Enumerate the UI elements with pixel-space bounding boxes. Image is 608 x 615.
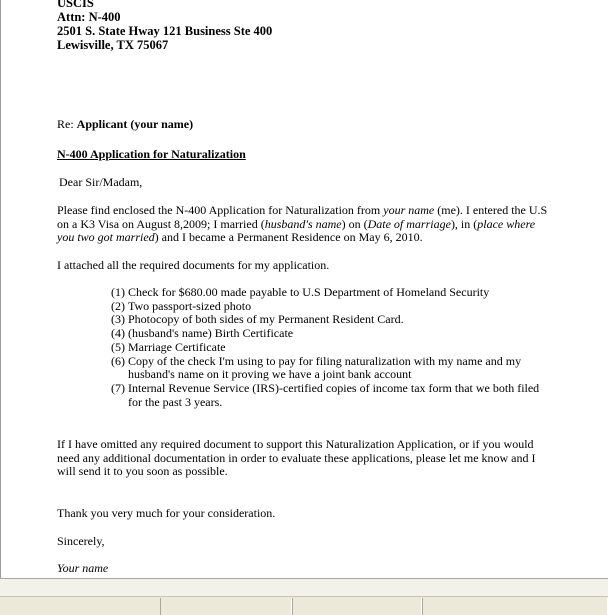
status-bar: [0, 578, 608, 615]
address-line-1: USCIS: [57, 0, 94, 10]
horizontal-scrollbar[interactable]: [0, 579, 608, 597]
list-item: [111, 286, 551, 300]
list-item-text: Copy of the check I'm using to pay for filing naturalization with my name and my husband's name on it proving we have a joint bank account: [128, 353, 522, 382]
closing: Sincerely,: [57, 534, 105, 548]
status-panel-1: [160, 598, 292, 615]
list-item: [111, 341, 551, 355]
intro-text-5: ) and I became a Permanent Residence on May 6, 2010.: [154, 230, 423, 245]
list-item-text: Check for $680.00 made payable to U.S Department of Homeland Security: [128, 285, 490, 299]
re-prefix: Re:: [57, 117, 77, 131]
address-line-2: Attn: N-400: [57, 10, 121, 24]
list-item-number: (1): [111, 285, 125, 299]
list-item: [111, 382, 551, 409]
intro-your-name: your name: [383, 203, 435, 217]
signature: Your name: [57, 561, 109, 575]
status-panel-2: [292, 598, 422, 615]
intro-text-1: Please find enclosed the N-400 Application for Naturalization from: [57, 203, 384, 217]
list-item: [111, 327, 551, 341]
recipient-address: [57, 0, 557, 52]
list-item: [111, 355, 551, 382]
intro-text-3: ) on (: [341, 216, 368, 231]
omission-paragraph: If I have omitted any required document to support this Naturalization Application, or if you would need any additional documentation in order to evaluate these applications, please let me know and I will send it to you soon as possible.: [57, 437, 536, 479]
attachments-intro: I attached all the required documents for my application.: [57, 258, 330, 272]
intro-date-of-marriage: Date of marriage: [367, 216, 451, 231]
documents-list: [111, 286, 551, 409]
intro-place-of-marriage: place where you two got married: [57, 216, 536, 245]
intro-text-4: ), in (: [450, 216, 478, 231]
list-item-text: Internal Revenue Service (IRS)-certified copies of income tax form that we both filed for the past 3 years.: [128, 380, 540, 409]
intro-husband-name: husband's name: [264, 216, 342, 231]
intro-text-2: (me). I entered the U.S on a K3 Visa on August 8,2009; I married (: [57, 203, 548, 231]
list-item-number: (2): [111, 298, 125, 313]
list-item-text: (husband's name) Birth Certificate: [128, 326, 294, 341]
intro-paragraph: [57, 204, 553, 245]
list-item: [111, 300, 551, 314]
greeting: Dear Sir/Madam,: [59, 175, 143, 189]
subject-line: N-400 Application for Naturalization: [57, 147, 246, 161]
re-line: [57, 118, 193, 132]
letter-body: [57, 0, 557, 575]
list-item-number: (7): [111, 380, 125, 395]
list-item-text: Marriage Certificate: [128, 339, 226, 354]
address-line-3: 2501 S. State Hway 121 Business Ste 400: [57, 24, 273, 38]
list-item-number: (6): [111, 353, 125, 368]
address-line-4: Lewisville, TX 75067: [57, 38, 169, 52]
re-value: Applicant (your name): [76, 117, 194, 131]
list-item: [111, 313, 551, 327]
list-item-text: Two passport-sized photo: [128, 298, 252, 313]
list-item-text: Photocopy of both sides of my Permanent Resident Card.: [128, 312, 404, 327]
list-item-number: (3): [111, 312, 125, 327]
list-item-number: (5): [111, 339, 125, 354]
thanks-line: Thank you very much for your consideration.: [57, 506, 276, 520]
list-item-number: (4): [111, 326, 125, 341]
status-panel-3: [422, 598, 608, 615]
